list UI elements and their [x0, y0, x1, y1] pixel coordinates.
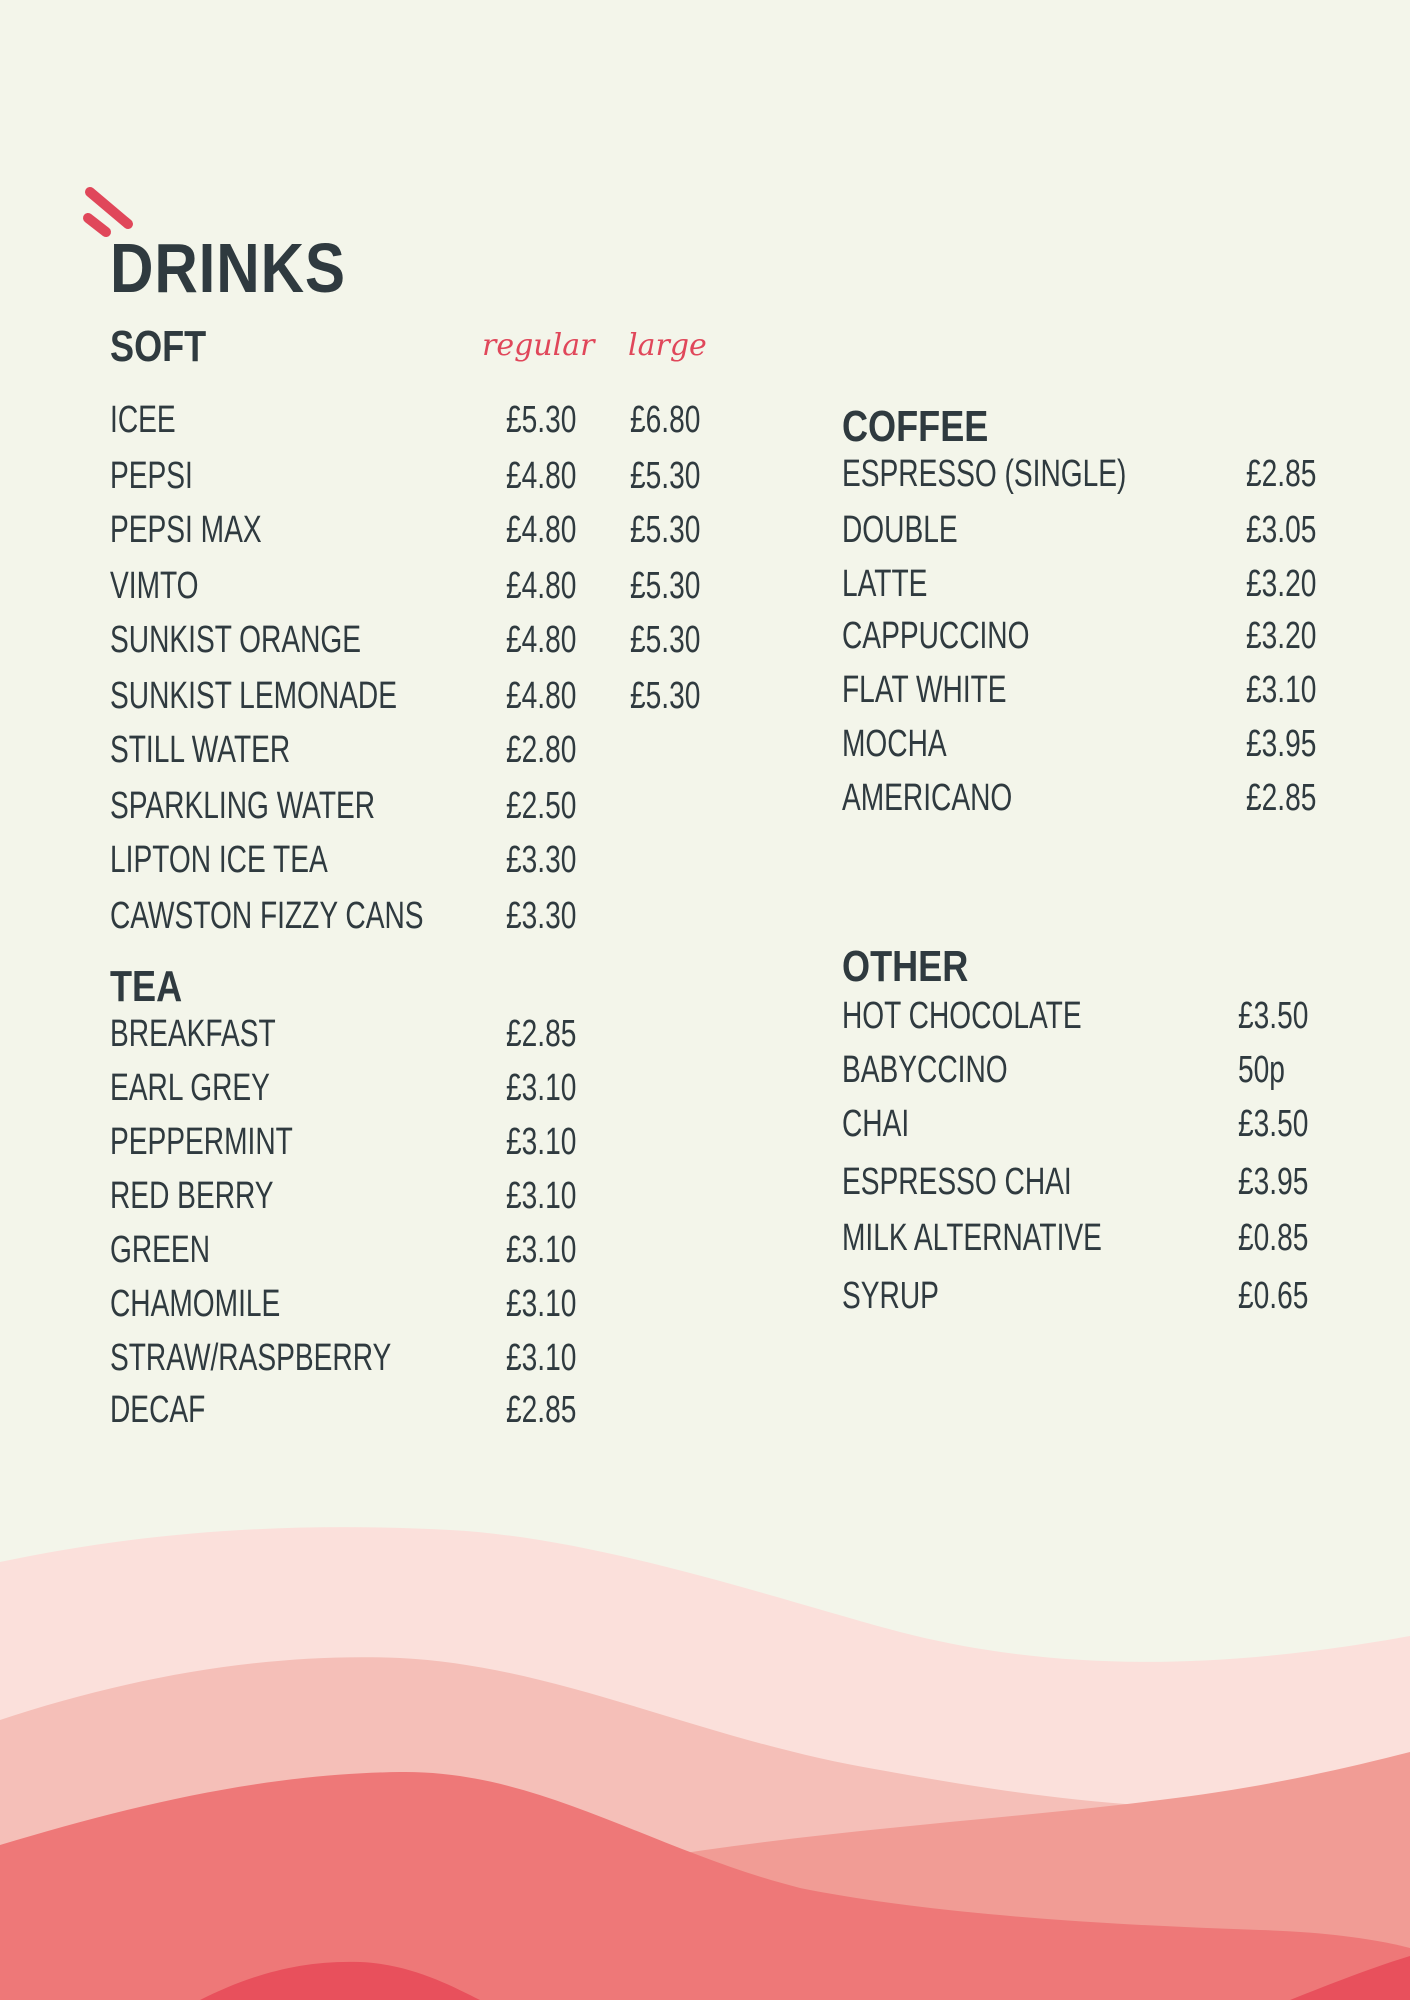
tea-item-name: RED BERRY	[110, 1175, 274, 1217]
other-item-name: CHAI	[842, 1103, 910, 1145]
coffee-item-price: £3.20	[1246, 615, 1317, 657]
soft-item-large-price: £5.30	[630, 619, 701, 661]
soft-item-regular-price: £3.30	[506, 839, 577, 881]
coffee-item-price: £2.85	[1246, 453, 1317, 495]
soft-item-name: SUNKIST ORANGE	[110, 619, 362, 661]
tea-item-price: £3.10	[506, 1337, 577, 1379]
tea-item-name: EARL GREY	[110, 1067, 270, 1109]
soft-item-regular-price: £4.80	[506, 619, 577, 661]
other-item-price: £3.95	[1238, 1161, 1309, 1203]
other-item-price: 50p	[1238, 1049, 1285, 1091]
coffee-item-name: ESPRESSO (SINGLE)	[842, 453, 1127, 495]
other-item-name: HOT CHOCOLATE	[842, 995, 1082, 1037]
soft-item-large-price: £5.30	[630, 675, 701, 717]
tea-item-price: £3.10	[506, 1121, 577, 1163]
other-item-price: £0.85	[1238, 1217, 1309, 1259]
menu-title: DRINKS	[110, 229, 346, 307]
soft-item-large-price: £5.30	[630, 565, 701, 607]
coffee-item-price: £3.10	[1246, 669, 1317, 711]
tea-item-price: £3.10	[506, 1283, 577, 1325]
soft-item-regular-price: £3.30	[506, 895, 577, 937]
tea-item-name: STRAW/RASPBERRY	[110, 1337, 392, 1379]
other-item-price: £3.50	[1238, 1103, 1309, 1145]
regular-column-label: regular	[482, 328, 595, 363]
tea-item-name: CHAMOMILE	[110, 1283, 281, 1325]
coffee-heading: COFFEE	[842, 402, 989, 451]
coffee-item-price: £3.05	[1246, 509, 1317, 551]
tea-item-name: GREEN	[110, 1229, 211, 1271]
other-heading: OTHER	[842, 942, 969, 991]
soft-item-name: PEPSI MAX	[110, 509, 262, 551]
soft-item-name: ICEE	[110, 399, 176, 441]
tea-item-name: BREAKFAST	[110, 1013, 276, 1055]
large-column-label: large	[628, 328, 707, 363]
soft-heading: SOFT	[110, 322, 207, 371]
coffee-item-name: LATTE	[842, 563, 928, 605]
tea-item-price: £2.85	[506, 1389, 577, 1431]
tea-item-price: £3.10	[506, 1067, 577, 1109]
soft-item-regular-price: £5.30	[506, 399, 577, 441]
soft-item-regular-price: £4.80	[506, 565, 577, 607]
soft-item-regular-price: £4.80	[506, 675, 577, 717]
soft-item-large-price: £5.30	[630, 455, 701, 497]
other-item-price: £3.50	[1238, 995, 1309, 1037]
soft-item-regular-price: £4.80	[506, 455, 577, 497]
coffee-item-name: AMERICANO	[842, 777, 1013, 819]
coffee-item-name: CAPPUCCINO	[842, 615, 1030, 657]
coffee-item-price: £2.85	[1246, 777, 1317, 819]
tea-item-price: £3.10	[506, 1175, 577, 1217]
soft-item-large-price: £5.30	[630, 509, 701, 551]
other-item-price: £0.65	[1238, 1275, 1309, 1317]
soft-item-name: VIMTO	[110, 565, 199, 607]
coffee-item-name: MOCHA	[842, 723, 947, 765]
coffee-item-price: £3.95	[1246, 723, 1317, 765]
soft-item-name: SPARKLING WATER	[110, 785, 376, 827]
other-item-name: ESPRESSO CHAI	[842, 1161, 1072, 1203]
soft-item-name: SUNKIST LEMONADE	[110, 675, 398, 717]
tea-item-price: £3.10	[506, 1229, 577, 1271]
coffee-item-name: FLAT WHITE	[842, 669, 1007, 711]
other-item-name: MILK ALTERNATIVE	[842, 1217, 1102, 1259]
soft-item-regular-price: £4.80	[506, 509, 577, 551]
soft-item-name: LIPTON ICE TEA	[110, 839, 328, 881]
soft-item-regular-price: £2.50	[506, 785, 577, 827]
coffee-item-name: DOUBLE	[842, 509, 958, 551]
tea-item-price: £2.85	[506, 1013, 577, 1055]
soft-item-regular-price: £2.80	[506, 729, 577, 771]
tea-item-name: PEPPERMINT	[110, 1121, 293, 1163]
coffee-item-price: £3.20	[1246, 563, 1317, 605]
soft-item-name: CAWSTON FIZZY CANS	[110, 895, 424, 937]
other-item-name: BABYCCINO	[842, 1049, 1008, 1091]
other-item-name: SYRUP	[842, 1275, 939, 1317]
soft-item-name: PEPSI	[110, 455, 193, 497]
soft-item-large-price: £6.80	[630, 399, 701, 441]
tea-item-name: DECAF	[110, 1389, 206, 1431]
soft-item-name: STILL WATER	[110, 729, 291, 771]
tea-heading: TEA	[110, 962, 183, 1011]
